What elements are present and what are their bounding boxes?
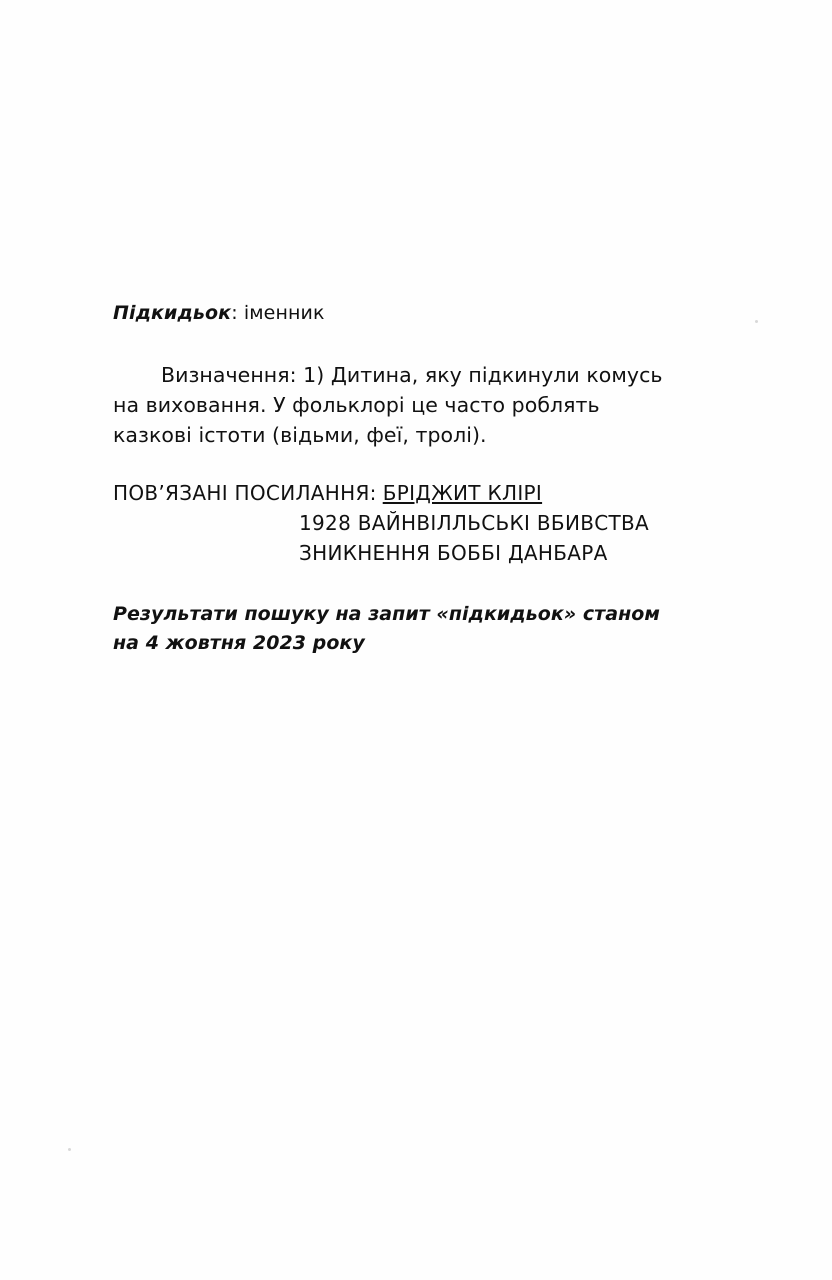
related-links-block <box>113 478 713 568</box>
print-speck <box>755 320 758 323</box>
definition-text: Визначення: 1) Дитина, яку підкинули комусь на виховання. У фольклорі це часто роблять казкові істоти (відьми, феї, тролі). <box>113 363 663 447</box>
headword: Підкидьок <box>113 302 232 324</box>
related-links-label: ПОВ’ЯЗАНІ ПОСИЛАННЯ: <box>113 481 377 505</box>
related-link-wineville-murders[interactable]: 1928 ВАЙНВІЛЛЬСЬКІ ВБИВСТВА <box>299 511 650 535</box>
related-link-bridget-cleary[interactable]: БРІДЖИТ КЛІРІ <box>382 481 543 505</box>
related-links-first-row <box>113 478 713 508</box>
headword-separator: : <box>231 302 244 324</box>
headword-line <box>113 300 713 326</box>
search-results-note: Результати пошуку на запит «підкидьок» станом на 4 жовтня 2023 року <box>113 603 660 654</box>
related-links-second-row <box>113 508 713 538</box>
print-speck <box>68 1148 71 1151</box>
dictionary-entry <box>113 300 713 658</box>
related-link-bobby-dunbar[interactable]: ЗНИКНЕННЯ БОББІ ДАНБАРА <box>299 541 608 565</box>
related-links-third-row <box>113 538 713 568</box>
part-of-speech: іменник <box>243 302 325 324</box>
